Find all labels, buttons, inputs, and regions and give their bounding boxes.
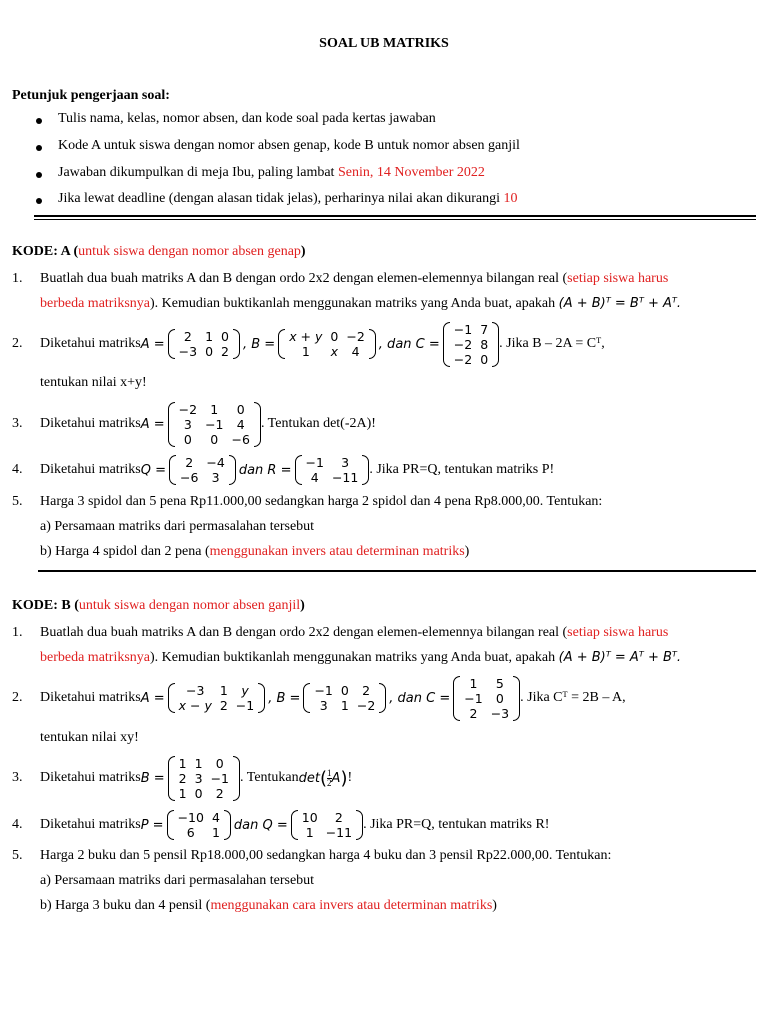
divider-line xyxy=(38,570,756,572)
question-a2-line2: tentukan nilai x+y! xyxy=(40,375,147,390)
question-number: 2. xyxy=(12,336,23,351)
instruction-item: Kode A untuk siswa dengan nomor absen genap, kode B untuk nomor absen ganjil xyxy=(58,138,520,153)
instruction-item: Jika lewat deadline (dengan alasan tidak jelas), perharinya nilai akan dikurangi 10 xyxy=(58,191,518,206)
question-a5-part-a: a) Persamaan matriks dari permasalahan tersebut xyxy=(40,519,315,534)
instructions-heading: Petunjuk pengerjaan soal: xyxy=(12,88,170,103)
matrix-c: 1 5 −1 0 2 −3 xyxy=(453,676,520,721)
instruction-item: Tulis nama, kelas, nomor absen, dan kode soal pada kertas jawaban xyxy=(58,111,436,126)
question-number: 5. xyxy=(12,848,23,863)
matrix-b: −1 0 2 3 1 −2 xyxy=(303,683,386,713)
matrix-b: 1 1 0 2 3 −1 1 0 2 xyxy=(168,756,240,801)
matrix-q: 2 −4 −6 3 xyxy=(169,455,236,485)
bullet-icon xyxy=(36,118,42,124)
page-title: SOAL UB MATRIKS xyxy=(319,36,449,51)
question-number: 1. xyxy=(12,271,23,286)
question-b5-part-a: a) Persamaan matriks dari permasalahan tersebut xyxy=(40,873,315,888)
question-a5-text: Harga 3 spidol dan 5 pena Rp11.000,00 sedangkan harga 2 spidol dan 4 pena Rp8.000,00. Tentukan: xyxy=(40,494,603,509)
bullet-icon xyxy=(36,145,42,151)
divider-line xyxy=(34,215,756,217)
question-a1-line1: Buatlah dua buah matriks A dan B dengan ordo 2x2 dengan elemen-elemennya bilangan real (setiap siswa harus xyxy=(40,271,669,286)
question-a4: Diketahui matriks Q = 2 −4 −6 3 dan R = −1 3 4 −11 . Jika PR=Q, tentukan matriks P! xyxy=(40,455,555,485)
question-a5-part-b: b) Harga 4 spidol dan 2 pena (menggunakan invers atau determinan matriks) xyxy=(40,544,470,559)
question-b5-part-b: b) Harga 3 buku dan 4 pensil (menggunakan cara invers atau determinan matriks) xyxy=(40,898,497,913)
divider-line xyxy=(34,219,756,220)
matrix-b: x + y 0 −2 1 x 4 xyxy=(278,329,376,359)
fraction-one-half: $\frac{1}{2}$ xyxy=(327,767,332,788)
instruction-item: Jawaban dikumpulkan di meja Ibu, paling lambat Senin, 14 November 2022 xyxy=(58,165,485,180)
question-b1-line2: berbeda matriksnya). Kemudian buktikanlah menggunakan matriks yang Anda buat, apakah (A + B)ᵀ = Aᵀ + Bᵀ. xyxy=(40,650,682,665)
matrix-p: −10 4 6 1 xyxy=(167,810,231,840)
section-b-heading: KODE: B (untuk siswa dengan nomor absen ganjil) xyxy=(12,598,305,613)
question-b2: Diketahui matriks A = −3 1 y x − y 2 −1 , B = −1 0 2 3 1 −2 , dan C = 1 5 −1 0 2 −3 . Jika Cᵀ = 2B – A, xyxy=(40,675,626,721)
matrix-q: 10 2 1 −11 xyxy=(291,810,363,840)
question-b2-line2: tentukan nilai xy! xyxy=(40,730,139,745)
question-a3: Diketahui matriks A = −2 1 0 3 −1 4 0 0 −6 . Tentukan det(-2A)! xyxy=(40,401,376,447)
matrix-r: −1 3 4 −11 xyxy=(295,455,370,485)
question-number: 5. xyxy=(12,494,23,509)
question-number: 3. xyxy=(12,770,23,785)
question-number: 1. xyxy=(12,625,23,640)
question-b5-text: Harga 2 buku dan 5 pensil Rp18.000,00 sedangkan harga 4 buku dan 3 pensil Rp22.000,00. Tentukan: xyxy=(40,848,612,863)
question-a1-line2: berbeda matriksnya). Kemudian buktikanlah menggunakan matriks yang Anda buat, apakah (A + B)ᵀ = Bᵀ + Aᵀ. xyxy=(40,296,682,311)
question-number: 3. xyxy=(12,416,23,431)
question-number: 2. xyxy=(12,690,23,705)
matrix-c: −1 7 −2 8 −2 0 xyxy=(443,322,499,367)
bullet-icon xyxy=(36,172,42,178)
question-b1-line1: Buatlah dua buah matriks A dan B dengan ordo 2x2 dengan elemen-elemennya bilangan real (setiap siswa harus xyxy=(40,625,669,640)
section-a-heading: KODE: A (untuk siswa dengan nomor absen genap) xyxy=(12,244,306,259)
bullet-icon xyxy=(36,198,42,204)
question-number: 4. xyxy=(12,817,23,832)
question-b3: Diketahui matriks B = 1 1 0 2 3 −1 1 0 2 . Tentukan det ( $\frac{1}{2}$ A ) ! xyxy=(40,755,353,801)
question-a2: Diketahui matriks A = 2 1 0 −3 0 2 , B = x + y 0 −2 1 x 4 , dan C = −1 7 −2 8 −2 0 . Jika B – 2A = Cᵀ, xyxy=(40,321,605,367)
matrix-a: −3 1 y x − y 2 −1 xyxy=(168,683,266,713)
matrix-a: −2 1 0 3 −1 4 0 0 −6 xyxy=(168,402,261,447)
question-b4: Diketahui matriks P = −10 4 6 1 dan Q = 10 2 1 −11 . Jika PR=Q, tentukan matriks R! xyxy=(40,810,550,840)
question-number: 4. xyxy=(12,462,23,477)
matrix-a: 2 1 0 −3 0 2 xyxy=(168,329,240,359)
